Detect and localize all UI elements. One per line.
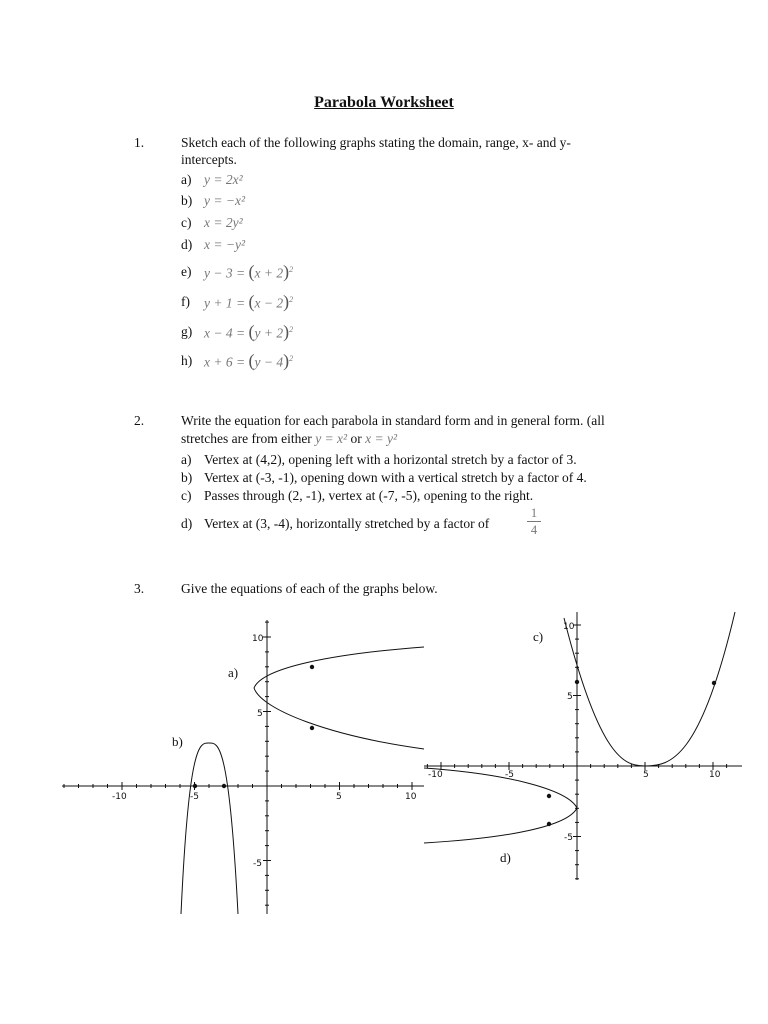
- worksheet-title: Parabola Worksheet: [314, 94, 454, 111]
- q1g-label: g): [181, 324, 193, 339]
- q1h-paren: y − 4: [254, 354, 284, 370]
- q1g-lhs: x − 4 =: [204, 325, 246, 341]
- q1f-exp: 2: [289, 295, 294, 304]
- q1g-exp: 2: [289, 325, 294, 334]
- graph-left-xtick-10: 10: [405, 792, 417, 802]
- q2c-label: c): [181, 488, 192, 503]
- q1b-label: b): [181, 193, 193, 208]
- q1f-paren: x − 2: [254, 295, 284, 311]
- graph-left-ytick-neg5: -5: [253, 859, 262, 869]
- graph-left-xtick-neg10: -10: [112, 792, 127, 802]
- q1c-equation: x = 2y²: [204, 215, 243, 230]
- q2a-text: Vertex at (4,2), opening left with a horizontal stretch by a factor of 3.: [204, 452, 577, 467]
- graph-left-ytick-10: 10: [252, 634, 264, 644]
- graph-label-d: d): [500, 850, 511, 865]
- parabola-c-point-right: [712, 681, 716, 685]
- graph-right-xtick-10: 10: [709, 770, 721, 780]
- q2-text-line1: Write the equation for each parabola in standard form and in general form. (all: [181, 413, 605, 428]
- q2c-text: Passes through (2, -1), vertex at (-7, -5), opening to the right.: [204, 488, 534, 503]
- q1a-label: a): [181, 172, 192, 187]
- q1e-exp: 2: [289, 265, 294, 274]
- graph-label-a: a): [228, 665, 239, 680]
- q1h-exp: 2: [289, 354, 294, 363]
- graph-left-ytick-5: 5: [257, 709, 263, 719]
- q2d-fraction-numerator: 1: [530, 506, 538, 520]
- q1c-label: c): [181, 215, 192, 230]
- q1g-paren: y + 2: [254, 325, 284, 341]
- q1g-equation: $x - 4 = (y + 2)^2$: [204, 321, 294, 342]
- q1f-label: f): [181, 294, 190, 309]
- parabola-d-point-lower: [547, 822, 551, 826]
- graph-left-xtick-neg5: -5: [190, 792, 199, 802]
- graph-right-ytick-neg5: -5: [564, 833, 573, 843]
- q2-number: 2.: [134, 413, 145, 428]
- q2-eq-b: x = y²: [365, 431, 397, 446]
- q2b-text: Vertex at (-3, -1), opening down with a vertical stretch by a factor of 4.: [204, 470, 587, 485]
- q1-text-line1: Sketch each of the following graphs stating the domain, range, x- and y-: [181, 135, 571, 150]
- q1h-equation: $x + 6 = (y - 4)^2$: [204, 350, 294, 371]
- graph-right-xtick-neg5: -5: [505, 770, 514, 780]
- q1e-paren: x + 2: [254, 265, 284, 281]
- q1e-lhs: y − 3 =: [204, 265, 246, 281]
- q2d-text: Vertex at (3, -4), horizontally stretched by a factor of: [204, 516, 490, 531]
- q1f-lhs: y + 1 =: [204, 295, 246, 311]
- q1e-equation: $y - 3 = (x + 2)^2$: [204, 261, 294, 282]
- q1f-equation: $y + 1 = (x - 2)^2$: [204, 291, 294, 312]
- parabola-c-point-left: [575, 680, 579, 684]
- q1e-label: e): [181, 264, 192, 279]
- q2-text-line2-prefix: stretches are from either: [181, 431, 312, 446]
- q2-or-word: or: [350, 431, 362, 446]
- graph-right-ytick-10: 10: [563, 622, 575, 632]
- parabola-c: [564, 612, 735, 766]
- graph-left-xtick-5: 5: [336, 792, 342, 802]
- q2d-label: d): [181, 516, 193, 531]
- graph-right-xtick-neg10: -10: [428, 770, 443, 780]
- q1a-equation: y = 2x²: [204, 172, 243, 187]
- q1-text-line2: intercepts.: [181, 152, 237, 167]
- q1h-lhs: x + 6 =: [204, 354, 246, 370]
- q1h-label: h): [181, 353, 193, 368]
- graph-label-c: c): [533, 629, 544, 644]
- q2b-label: b): [181, 470, 193, 485]
- q3-number: 3.: [134, 581, 145, 596]
- q3-text: Give the equations of each of the graphs below.: [181, 581, 438, 596]
- q1b-equation: y = −x²: [204, 193, 246, 208]
- graph-right-xtick-5: 5: [643, 770, 649, 780]
- graph-right-ytick-5: 5: [567, 692, 573, 702]
- parabola-d: [424, 768, 577, 843]
- q2d-fraction-denominator: 4: [530, 523, 538, 537]
- q2a-label: a): [181, 452, 192, 467]
- parabola-d-point-upper: [547, 794, 551, 798]
- q1d-label: d): [181, 237, 193, 252]
- q2-eq-a: y = x²: [315, 431, 348, 446]
- q1d-equation: x = −y²: [204, 237, 246, 252]
- graph-label-b: b): [172, 734, 183, 749]
- q1-number: 1.: [134, 135, 145, 150]
